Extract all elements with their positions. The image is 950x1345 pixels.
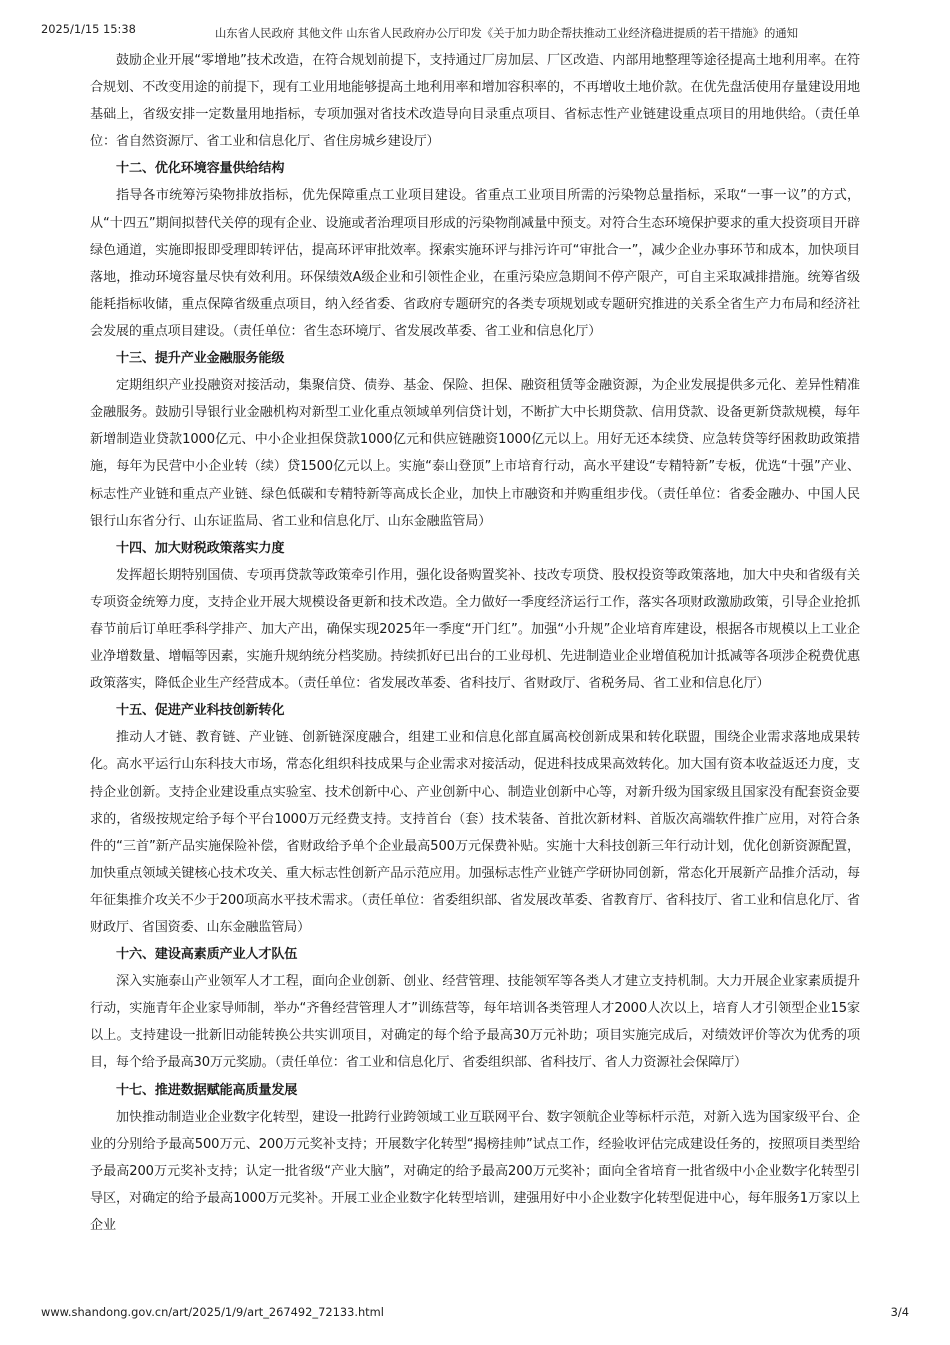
section-heading: 十七、推进数据赋能高质量发展 [116,1082,298,1098]
section-paragraph: 鼓励企业开展“零增地”技术改造，在符合规划前提下，支持通过厂房加层、厂区改造、内部用地整理等途径提高土地利用率。在符合规划、不改变用途的前提下，现有工业用地能够提高土地利用率和增加容积率的，不再增收土地价款。在优先盘活使用存量建设用地基础上，省级安排一定数量用地指标，专项加强对省技术改造导向目录重点项目、省标志性产业链建设重点项目的用地供给。（责任单位：省自然资源厅、省工业和信息化厅、省住房城乡建设厅） [90,53,860,150]
section-paragraph: 发挥超长期特别国债、专项再贷款等政策牵引作用，强化设备购置奖补、技改专项贷、股权投资等政策落地，加大中央和省级有关专项资金统筹力度，支持企业开展大规模设备更新和技术改造。全力做好一季度经济运行工作，落实各项财政激励政策，引导企业抢抓春节前后订单旺季科学排产、加大产出，确保实现2025年一季度“开门红”。加强“小升规”企业培育库建设，根据各市规模以上工业企业净增数量、增幅等因素，实施升规纳统分档奖励。持续抓好已出台的工业母机、先进制造业企业增值税加计抵减等各项涉企税费优惠政策落实，降低企业生产经营成本。（责任单位：省发展改革委、省科技厅、省财政厅、省税务局、省工业和信息化厅） [90,567,860,692]
section-heading: 十五、促进产业科技创新转化 [116,703,285,719]
page-url: www.shandong.gov.cn/art/2025/1/9/art_267492_72133.html [41,1305,384,1319]
section-paragraph: 加快推动制造业企业数字化转型，建设一批跨行业跨领域工业互联网平台、数字领航企业等标杆示范，对新入选为国家级平台、企业的分别给予最高500万元、200万元奖补支持；开展数字化转型“揭榜挂帅”试点工作，经验收评估完成建设任务的，按照项目类型给予最高200万元奖补支持；认定一批省级“产业大脑”，对确定的给予最高200万元奖补；面向全省培育一批省级中小企业数字化转型引导区，对确定的给予最高1000万元奖补。开展工业企业数字化转型培训，建强用好中小企业数字化转型促进中心，每年服务1万家以上企业 [90,1109,860,1234]
print-footer [41,1305,909,1323]
section-heading: 十三、提升产业金融服务能级 [116,351,285,367]
print-datetime: 2025/1/15 15:38 [41,22,136,36]
section-paragraph: 指导各市统筹污染物排放指标，优先保障重点工业项目建设。省重点工业项目所需的污染物总量指标，采取“一事一议”的方式，从“十四五”期间拟替代关停的现有企业、设施或者治理项目形成的污染物削减量中预支。对符合生态环境保护要求的重大投资项目开辟绿色通道，实施即报即受理即转评估，提高环评审批效率。探索实施环评与排污许可“审批合一”，减少企业办事环节和成本，加快项目落地，推动环境容量尽快有效利用。环保绩效A级企业和引领性企业，在重污染应急期间不停产限产，可自主采取减排措施。统筹省级能耗指标收储，重点保障省级重点项目，纳入经省委、省政府专题研究的各类专项规划或专题研究推进的关系全省生产力布局和经济社会发展的重点项目建设。（责任单位：省生态环境厅、省发展改革委、省工业和信息化厅） [90,188,860,339]
section-paragraph: 深入实施泰山产业领军人才工程，面向企业创新、创业、经营管理、技能领军等各类人才建立支持机制。大力开展企业家素质提升行动，实施青年企业家导师制，举办“齐鲁经营管理人才”训练营等，每年培训各类管理人才2000人次以上，培育人才引领型企业15家以上。支持建设一批新旧动能转换公共实训项目，对确定的每个给予最高30万元补助；项目实施完成后，对绩效评价等次为优秀的项目，每个给予最高30万元奖励。（责任单位：省工业和信息化厅、省委组织部、省科技厅、省人力资源社会保障厅） [90,974,860,1071]
section-heading: 十六、建设高素质产业人才队伍 [116,947,298,963]
print-page-title: 山东省人民政府 其他文件 山东省人民政府办公厅印发《关于加力助企帮扶推动工业经济稳进提质的若干措施》的通知 [215,26,798,40]
section-heading: 十二、优化环境容量供给结构 [116,161,285,177]
section-paragraph: 推动人才链、教育链、产业链、创新链深度融合，组建工业和信息化部直属高校创新成果和转化联盟，围绕企业需求落地成果转化。高水平运行山东科技大市场，常态化组织科技成果与企业需求对接活动，促进科技成果高效转化。加大国有资本收益返还力度，支持企业创新。支持企业建设重点实验室、技术创新中心、产业创新中心、制造业创新中心等，对新升级为国家级且国家没有配套资金要求的，省级按规定给予每个平台1000万元经费支持。支持首台（套）技术装备、首批次新材料、首版次高端软件推广应用，对符合条件的“三首”新产品实施保险补偿，省财政给予单个企业最高500万元保费补贴。实施十大科技创新三年行动计划，优化创新资源配置，加快重点领域关键核心技术攻关、重大标志性创新产品示范应用。加强标志性产业链产学研协同创新，常态化开展新产品推介活动，每年征集推介攻关不少于200项高水平技术需求。（责任单位：省委组织部、省发展改革委、省教育厅、省科技厅、省工业和信息化厅、省财政厅、省国资委、山东金融监管局） [90,730,860,935]
section-heading: 十四、加大财税政策落实力度 [116,540,285,556]
page-number: 3/4 [890,1305,909,1319]
print-header [41,22,876,40]
article-body [90,47,860,1239]
section-paragraph: 定期组织产业投融资对接活动，集聚信贷、债券、基金、保险、担保、融资租赁等金融资源，为企业发展提供多元化、差异性精准金融服务。鼓励引导银行业金融机构对新型工业化重点领域单列信贷计划，不断扩大中长期贷款、信用贷款、设备更新贷款规模，每年新增制造业贷款1000亿元、中小企业担保贷款1000亿元和供应链融资1000亿元以上。用好无还本续贷、应急转贷等纾困救助政策措施，每年为民营中小企业转（续）贷1500亿元以上。实施“泰山登顶”上市培育行动，高水平建设“专精特新”专板，优选“十强”产业、标志性产业链和重点产业链、绿色低碳和专精特新等高成长企业，加快上市融资和并购重组步伐。（责任单位：省委金融办、中国人民银行山东省分行、山东证监局、省工业和信息化厅、山东金融监管局） [90,378,860,529]
